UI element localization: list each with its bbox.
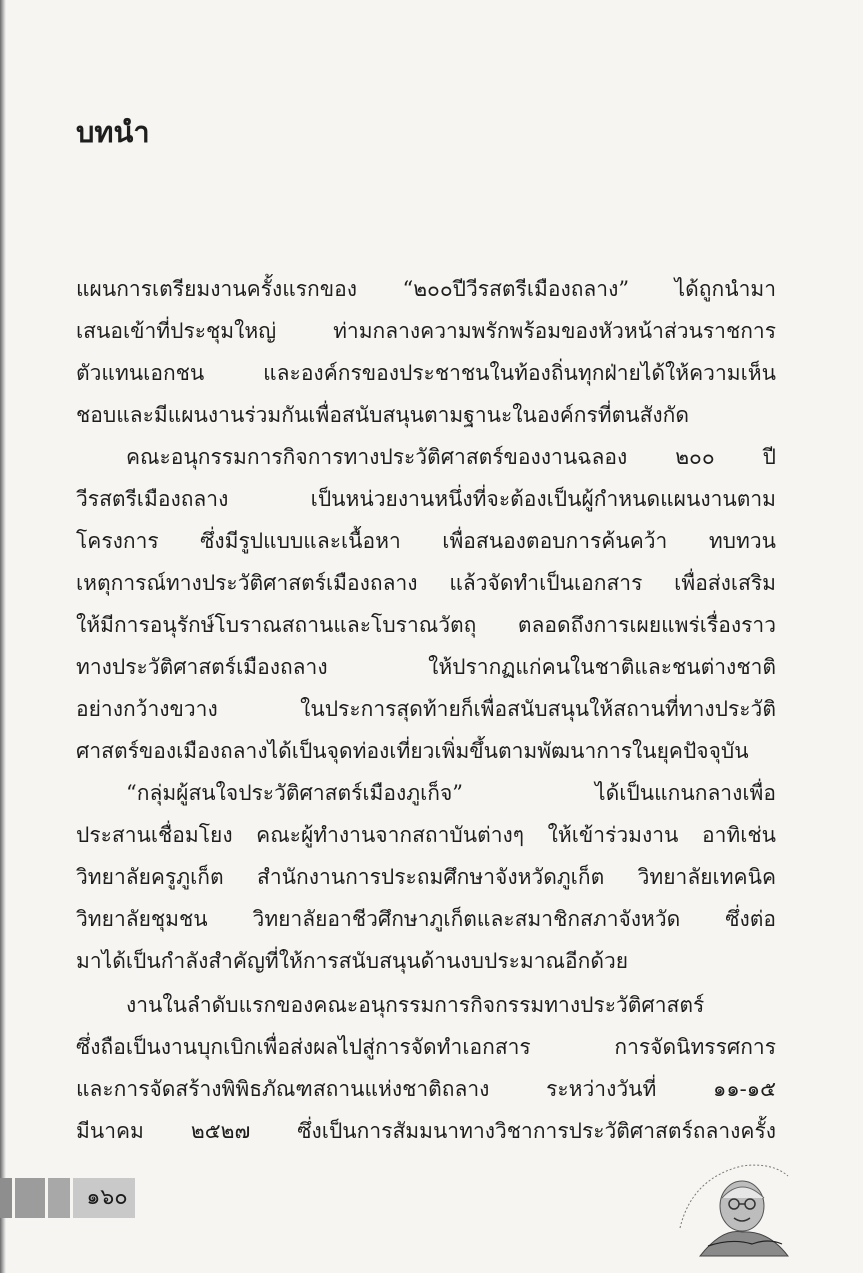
text-line: วิทยาลัยชุมชน วิทยาลัยอาชีวศึกษาภูเก็ตและสมาชิกสภาจังหวัด ซึ่งต่อ (76, 907, 776, 931)
text-line: วีรสตรีเมืองถลาง เป็นหน่วยงานหนึ่งที่จะต้องเป็นผู้กำหนดแผนงานตาม (76, 487, 776, 511)
text-line: แผนการเตรียมงานครั้งแรกของ “๒๐๐ปีวีรสตรีเมืองถลาง” ได้ถูกนำมา (76, 277, 776, 301)
text-line: อย่างกว้างขวาง ในประการสุดท้ายก็เพื่อสนับสนุนให้สถานที่ทางประวัติ (76, 697, 776, 721)
text-line: โครงการ ซึ่งมีรูปแบบและเนื้อหา เพื่อสนองตอบการค้นคว้า ทบทวน (76, 529, 776, 553)
text-line: ให้มีการอนุรักษ์โบราณสถานและโบราณวัตถุ ตลอดถึงการเผยแพร่เรื่องราว (76, 613, 776, 637)
text-line: และการจัดสร้างพิพิธภัณฑสถานแห่งชาติถลาง ระหว่างวันที่ ๑๑-๑๕ (76, 1077, 776, 1101)
text-line: เสนอเข้าที่ประชุมใหญ่ ท่ามกลางความพรักพร้อมของหัวหน้าส่วนราชการ (76, 319, 776, 343)
text-line: วิทยาลัยครูภูเก็ต สำนักงานการประถมศึกษาจังหวัดภูเก็ต วิทยาลัยเทคนิค (76, 865, 776, 889)
text-line: ตัวแทนเอกชน และองค์กรของประชาชนในท้องถิ่นทุกฝ่ายได้ให้ความเห็น (76, 361, 776, 385)
portrait-emblem-icon (672, 1158, 792, 1258)
page-title: บทนำ (76, 115, 150, 149)
page-number: ๑๖๐ (86, 1185, 128, 1210)
text-line: มีนาคม ๒๕๒๗ ซึ่งเป็นการสัมมนาทางวิชาการประวัติศาสตร์ถลางครั้ง (76, 1119, 776, 1143)
text-line: ชอบและมีแผนงานร่วมกันเพื่อสนับสนุนตามฐานะในองค์กรที่ตนสังกัด (76, 403, 690, 427)
text-line: “กลุ่มผู้สนใจประวัติศาสตร์เมืองภูเก็จ” ได้เป็นแกนกลางเพื่อ (126, 781, 776, 805)
text-line: เหตุการณ์ทางประวัติศาสตร์เมืองถลาง แล้วจัดทำเป็นเอกสาร เพื่อส่งเสริม (76, 571, 776, 595)
text-line: ทางประวัติศาสตร์เมืองถลาง ให้ปรากฏแก่คนในชาติและชนต่างชาติ (76, 655, 776, 679)
text-line: ศาสตร์ของเมืองถลางได้เป็นจุดท่องเที่ยวเพิ่มขึ้นตามพัฒนาการในยุคปัจจุบัน (76, 739, 749, 763)
text-line: งานในลำดับแรกของคณะอนุกรรมการกิจกรรมทางประวัติศาสตร์ (126, 993, 705, 1017)
footer-block (0, 1178, 12, 1218)
text-line: ประสานเชื่อมโยง คณะผู้ทำงานจากสถาบันต่างๆ ให้เข้าร่วมงาน อาทิเช่น (76, 823, 776, 847)
page-edge-shadow (0, 0, 6, 1273)
text-line: คณะอนุกรรมการกิจการทางประวัติศาสตร์ของงานฉลอง ๒๐๐ ปี (126, 445, 776, 469)
body-text (76, 268, 776, 1152)
text-line: มาได้เป็นกำลังสำคัญที่ให้การสนับสนุนด้านงบประมาณอีกด้วย (76, 949, 629, 973)
text-line: ซึ่งถือเป็นงานบุกเบิกเพื่อส่งผลไปสู่การจัดทำเอกสาร การจัดนิทรรศการ (76, 1035, 776, 1059)
footer-block (15, 1178, 45, 1218)
footer-block (48, 1178, 70, 1218)
